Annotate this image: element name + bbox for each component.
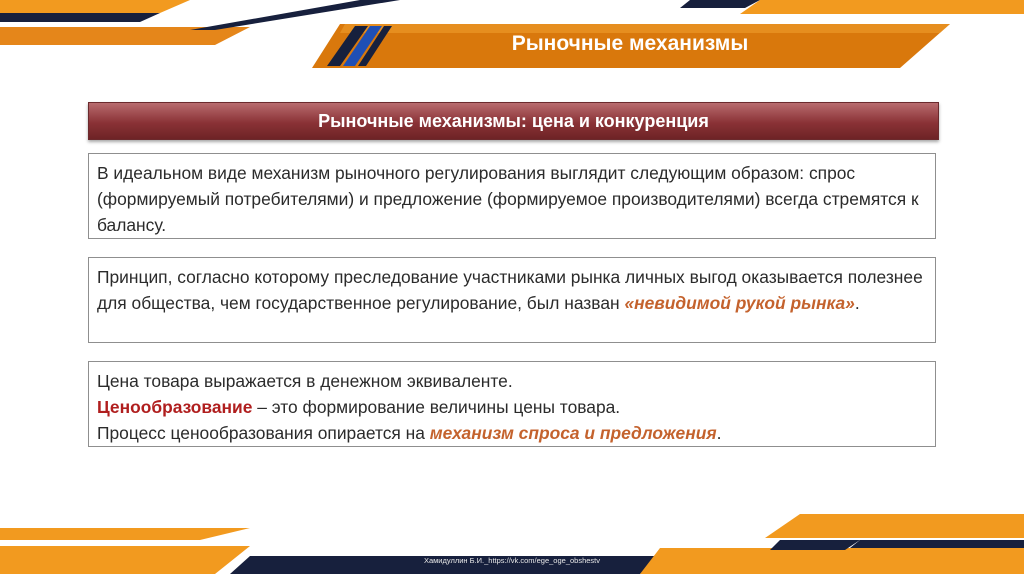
footer-credit: Хамидуллин Б.И._https://vk.com/ege_oge_obshestv [423,556,601,565]
section-subtitle: Рыночные механизмы: цена и конкуренция [88,102,939,140]
bottom-right-navy-stripe [770,540,860,550]
invisible-hand-highlight: «невидимой рукой рынка» [624,293,855,313]
text-box-1 [88,153,936,239]
top-right-orange-stripe [740,0,1024,14]
box2-end: . [854,293,860,313]
page-title: Рыночные механизмы [511,32,749,55]
pricing-definition: – это формирование величины цены товара. [252,397,621,417]
box3-line3 [97,420,927,446]
box3-line2 [97,394,927,420]
top-right-navy-stripe [680,0,760,8]
pricing-term: Ценообразование [97,397,253,417]
text-box-2 [88,257,936,343]
bottom-right-navy-stripe-2 [850,540,1024,548]
top-left-orange-stripe [0,0,190,13]
box1-text: В идеальном виде механизм рыночного регулирования выглядит следующим образом: спрос (формируемый потребителями) и предложение (формируемое производителями) всегда стремятся к балансу. [97,163,919,235]
top-left-navy-stripe [0,13,160,22]
bottom-left-orange-stripe [0,528,250,540]
box2-text: Принцип, согласно которому преследование участниками рынка личных выгод оказывается полезнее для общества, чем государственное регулирование, был назван [97,267,923,313]
box3-line1: Цена товара выражается в денежном эквиваленте. [97,371,513,391]
box3-line3-end: . [716,423,722,443]
text-box-3 [88,361,936,447]
box3-line3-start: Процесс ценообразования опирается на [97,423,430,443]
supply-demand-highlight: механизм спроса и предложения [429,423,717,443]
bottom-right-orange-stripe-2 [765,514,1024,538]
